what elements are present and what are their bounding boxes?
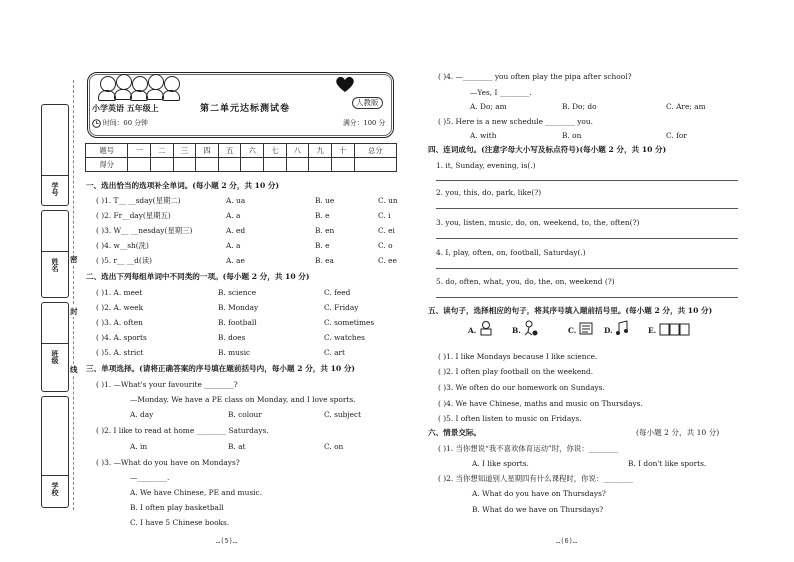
score-cell: 九 xyxy=(309,144,332,158)
s3-q3-c: C. I have 5 Chinese books. xyxy=(130,518,230,527)
score-cell: 二 xyxy=(151,144,174,158)
left-page-number-value: 5 xyxy=(224,537,229,545)
section2-heading: 二、选出下列每组单词中不同类的一项。(每小题 2 分，共 10 分) xyxy=(86,272,310,281)
s3-q4-line2: —Yes, I ________. xyxy=(470,88,532,97)
s6-q2: ( )2. 当你想知道别人星期四有什么课程时，你说：________ xyxy=(438,474,633,483)
s4-q1: 1. it, Sunday, evening, is(.) xyxy=(436,161,536,170)
student-id-box xyxy=(41,104,69,206)
s2-q1: ( )1. A. meet xyxy=(96,288,143,297)
pic-label-d: D. xyxy=(604,326,613,335)
s2-q1-c: C. feed xyxy=(324,288,351,297)
s1-q2-a: A. a xyxy=(226,211,241,220)
school-box xyxy=(41,396,69,508)
score-input-cell[interactable] xyxy=(241,158,264,172)
time-limit: 时间：60 分钟 xyxy=(103,119,148,127)
s3-q4: ( )4. —________ you often play the pipa after school? xyxy=(438,72,632,81)
study-picture-icon xyxy=(478,320,494,336)
music-picture-icon xyxy=(614,320,630,336)
seal-char-1: 密 xyxy=(70,255,78,264)
s3-q1-a: A. day xyxy=(130,410,154,419)
edition-badge: 人教版 xyxy=(352,97,383,109)
s3-q3-b: B. I often play basketball xyxy=(130,503,224,512)
s3-q4-a: A. Do; am xyxy=(470,102,507,111)
score-cell: 一 xyxy=(128,144,151,158)
s2-q5-b: B. music xyxy=(218,348,251,357)
score-table xyxy=(85,143,397,172)
football-picture-icon xyxy=(522,320,538,336)
score-cell: 十 xyxy=(331,144,354,158)
s1-q2-c: C. i xyxy=(378,211,391,220)
s4-q3-answer-line[interactable] xyxy=(436,238,738,239)
s2-q3-b: B. football xyxy=(218,318,257,327)
s1-q3-b: B. en xyxy=(315,226,335,235)
s2-q1-b: B. science xyxy=(218,288,257,297)
s3-q2-b: B. at xyxy=(228,442,246,451)
s6-q2-b: B. What do we have on Thursdays? xyxy=(472,505,604,514)
seal-char-3: 线 xyxy=(70,365,78,374)
clock-icon xyxy=(92,119,101,128)
s5-q4: ( )4. We have Chinese, maths and music on Thursdays. xyxy=(438,399,643,408)
s3-q3-line2: —________. xyxy=(130,473,170,482)
section6-heading: 六、情景交际。 xyxy=(428,428,482,437)
s3-q1-c: C. subject xyxy=(324,410,362,419)
score-input-cell[interactable] xyxy=(331,158,354,172)
name-label: 姓名 xyxy=(42,251,68,278)
s4-q2-answer-line[interactable] xyxy=(436,208,738,209)
seal-char-2: 封 xyxy=(70,307,78,316)
s6-q1: ( )1. 当你想说“我不喜欢体育运动”时，你说：________ xyxy=(438,444,619,453)
s6-q1-b: B. I don't like sports. xyxy=(628,459,707,468)
s2-q4: ( )4. A. sports xyxy=(96,333,147,342)
score-input-cell[interactable] xyxy=(218,158,241,172)
score-input-cell[interactable] xyxy=(196,158,219,172)
s1-q1-a: A. ua xyxy=(226,196,246,205)
heart-icon xyxy=(334,74,356,94)
s3-q1: ( )1. —What's your favourite ________? xyxy=(96,380,238,389)
s1-q3: ( )3. W__ __nesday(星期三) xyxy=(96,226,193,235)
section4-heading: 四、连词成句。(注意字母大小写及标点符号)(每小题 2 分，共 10 分) xyxy=(428,145,667,154)
s3-q5-a: A. with xyxy=(470,131,497,140)
s2-q3-c: C. sometimes xyxy=(324,318,375,327)
s2-q3: ( )3. A. often xyxy=(96,318,143,327)
s1-q1: ( )1. T__ __sday(星期二) xyxy=(96,196,181,205)
s3-q5-b: B. on xyxy=(562,131,582,140)
s1-q4-c: C. o xyxy=(378,241,393,250)
s3-q2-c: C. on xyxy=(324,442,344,451)
s1-q2-b: B. e xyxy=(315,211,330,220)
s3-q1-line2: —Monday. We have a PE class on Monday, and I love sports. xyxy=(130,395,356,404)
s3-q5: ( )5. Here is a new schedule ________ you. xyxy=(438,117,593,126)
s2-q4-c: C. watches xyxy=(324,333,365,342)
s1-q4-a: A. a xyxy=(226,241,241,250)
books-picture-icon xyxy=(658,320,692,336)
class-label: 班级 xyxy=(42,343,68,370)
s1-q1-c: C. un xyxy=(378,196,398,205)
score-input-cell[interactable] xyxy=(264,158,287,172)
score-input-cell[interactable] xyxy=(354,158,396,172)
student-id-label: 学号 xyxy=(42,175,68,202)
s4-q3: 3. you, listen, music, do, on, weekend, to, the, often(?) xyxy=(436,218,640,227)
right-page-number-value: 6 xyxy=(564,537,569,545)
s1-q4-b: B. e xyxy=(315,241,330,250)
score-row-label: 得分 xyxy=(86,158,128,172)
s5-q5: ( )5. I often listen to music on Fridays. xyxy=(438,414,582,423)
pic-label-c: C. xyxy=(568,326,577,335)
page-title: 第二单元达标测试卷 xyxy=(200,104,291,114)
score-cell: 总分 xyxy=(354,144,396,158)
s3-q1-b: B. colour xyxy=(228,410,262,419)
pic-label-e: E. xyxy=(648,326,657,335)
pic-label-b: B. xyxy=(512,326,521,335)
school-label: 学校 xyxy=(42,475,68,502)
binding-strip xyxy=(0,0,78,562)
s6-q2-a: A. What do you have on Thursdays? xyxy=(472,489,606,498)
section6-score-note: (每小题 2 分，共 10 分) xyxy=(636,428,720,437)
right-page-number: …(6)… xyxy=(556,537,578,545)
s5-q3: ( )3. We often do our homework on Sundays. xyxy=(438,383,605,392)
score-input-cell[interactable] xyxy=(173,158,196,172)
s3-q5-c: C. for xyxy=(666,131,687,140)
score-cell: 题号 xyxy=(86,144,128,158)
s4-q2: 2. you, this, do, park, like(?) xyxy=(436,188,542,197)
s3-q4-b: B. Do; do xyxy=(562,102,597,111)
score-input-cell[interactable] xyxy=(286,158,309,172)
s1-q3-a: A. ed xyxy=(226,226,246,235)
s6-q1-a: A. I like sports. xyxy=(472,459,529,468)
score-input-cell[interactable] xyxy=(151,158,174,172)
score-cell: 四 xyxy=(196,144,219,158)
s3-q3-a: A. We have Chinese, PE and music. xyxy=(130,488,262,497)
s2-q2: ( )2. A. week xyxy=(96,303,144,312)
score-table-header-row xyxy=(86,144,397,158)
s1-q4: ( )4. w__sh(洗) xyxy=(96,241,149,250)
s2-q2-b: B. Monday xyxy=(218,303,259,312)
s3-q4-c: C. Are; am xyxy=(666,102,706,111)
s3-q3: ( )3. —What do you have on Mondays? xyxy=(96,458,240,467)
class-box xyxy=(41,302,69,392)
s5-q2: ( )2. I often play football on the weekend. xyxy=(438,367,594,376)
score-cell: 五 xyxy=(218,144,241,158)
s1-q5: ( )5. r__ __d(读) xyxy=(96,256,153,265)
s4-q4: 4. I, play, often, on, football, Saturday(.) xyxy=(436,248,586,257)
s2-q4-b: B. does xyxy=(218,333,246,342)
s4-q5-answer-line[interactable] xyxy=(436,297,738,298)
s4-q4-answer-line[interactable] xyxy=(436,268,738,269)
s1-q5-b: B. ea xyxy=(315,256,334,265)
full-score: 满分：100 分 xyxy=(343,119,386,127)
s4-q1-answer-line[interactable] xyxy=(436,180,738,181)
s1-q1-b: B. ue xyxy=(315,196,335,205)
score-table-score-row xyxy=(86,158,397,172)
s2-q5-c: C. art xyxy=(324,348,345,357)
score-cell: 六 xyxy=(241,144,264,158)
subject-grade: 小学英语 五年级上 xyxy=(92,103,159,113)
score-input-cell[interactable] xyxy=(309,158,332,172)
name-box xyxy=(41,210,69,298)
s4-q5: 5. do, often, what, you, do, the, on, weekend (?) xyxy=(436,277,615,286)
s3-q2-a: A. in xyxy=(130,442,148,451)
s1-q3-c: C. ei xyxy=(378,226,395,235)
s2-q2-c: C. Friday xyxy=(324,303,359,312)
s1-q2: ( )2. Fr__day(星期五) xyxy=(96,211,171,220)
score-cell: 八 xyxy=(286,144,309,158)
score-cell: 七 xyxy=(264,144,287,158)
s2-q5: ( )5. A. strict xyxy=(96,348,144,357)
section1-heading: 一、选出恰当的选项补全单词。(每小题 2 分，共 10 分) xyxy=(86,181,280,190)
s1-q5-a: A. ae xyxy=(226,256,245,265)
left-page-number: …(5)… xyxy=(216,537,238,545)
s5-q1: ( )1. I like Mondays because I like science. xyxy=(438,352,598,361)
seal-line xyxy=(73,80,74,510)
s3-q2: ( )2. I like to read at home ________ Saturdays. xyxy=(96,426,269,435)
pic-label-a: A. xyxy=(468,326,477,335)
s1-q5-c: C. ee xyxy=(378,256,397,265)
score-cell: 三 xyxy=(173,144,196,158)
section3-heading: 三、单项选择。(请将正确答案的序号填在题前括号内，每小题 2 分，共 10 分) xyxy=(86,364,356,373)
section5-heading: 五、读句子，选择相应的句子，将其序号填入题前括号里。(每小题 2 分，共 10 分) xyxy=(428,306,713,315)
score-input-cell[interactable] xyxy=(128,158,151,172)
homework-picture-icon xyxy=(578,320,594,336)
